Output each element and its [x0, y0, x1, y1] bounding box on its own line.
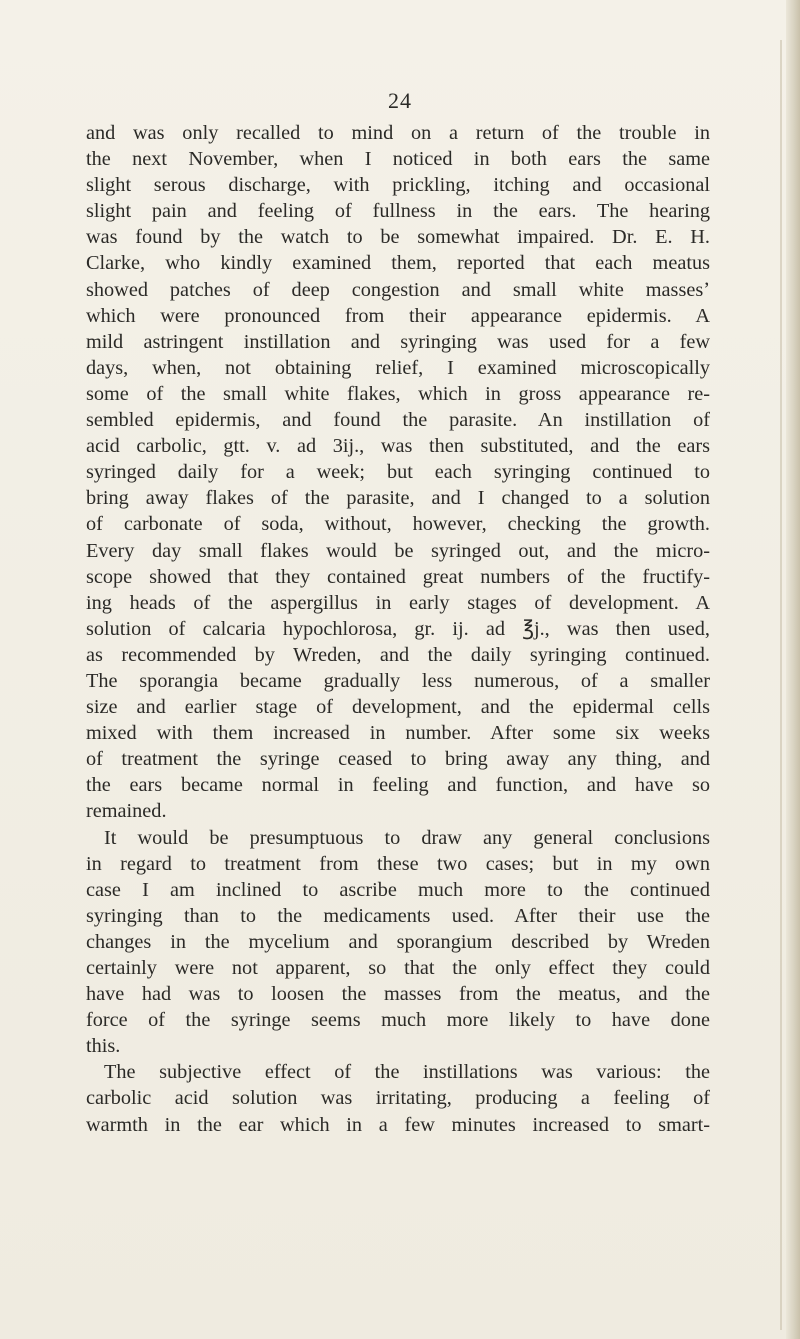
text-line: acid carbolic, gtt. v. ad 3ij., was then substituted, and the ears [86, 435, 710, 458]
text-line: mild astringent instillation and syringing was used for a few [86, 330, 710, 353]
text-line: sembled epidermis, and found the parasite. An instillation of [86, 409, 710, 432]
text-line: force of the syringe seems much more likely to have done [86, 1009, 710, 1032]
text-line: in regard to treatment from these two cases; but in my own [86, 852, 710, 875]
text-line: size and earlier stage of development, and the epidermal cells [86, 696, 710, 719]
text-line: solution of calcaria hypochlorosa, gr. ij. ad ℥j., was then used, [86, 617, 710, 640]
text-line: certainly were not apparent, so that the only effect they could [86, 957, 710, 979]
text-line: and was only recalled to mind on a return of the trouble in [86, 122, 710, 144]
text-line: this. [86, 1035, 121, 1058]
text-line: of treatment the syringe ceased to bring away any thing, and [86, 748, 710, 771]
page-edge-shadow [786, 0, 800, 1339]
text-line: days, when, not obtaining relief, I examined microscopically [86, 356, 710, 379]
text-line: the next November, when I noticed in both ears the same [86, 148, 710, 171]
text-line: syringing than to the medicaments used. After their use the [86, 904, 710, 927]
text-line: It would be presumptuous to draw any general conclusions [104, 826, 710, 849]
text-line: have had was to loosen the masses from the meatus, and the [86, 983, 710, 1006]
text-line: Every day small flakes would be syringed out, and the micro- [86, 539, 710, 562]
text-line: slight serous discharge, with prickling, itching and occasional [86, 174, 710, 197]
text-line: mixed with them increased in number. After some six weeks [86, 722, 710, 745]
text-line: syringed daily for a week; but each syringing continued to [86, 461, 710, 484]
text-line: scope showed that they contained great numbers of the fructify- [86, 565, 710, 588]
text-line: some of the small white flakes, which in gross appearance re- [86, 382, 710, 405]
text-line: as recommended by Wreden, and the daily syringing continued. [86, 643, 710, 666]
page-edge-rule [780, 40, 782, 1330]
text-line: The subjective effect of the instillations was various: the [104, 1061, 710, 1084]
text-line: warmth in the ear which in a few minutes increased to smart- [86, 1113, 710, 1136]
page-number: 24 [388, 88, 412, 113]
text-line: was found by the watch to be somewhat impaired. Dr. E. H. [86, 226, 710, 249]
text-line: changes in the mycelium and sporangium described by Wreden [86, 930, 710, 953]
body-text [86, 120, 710, 1138]
text-line: The sporangia became gradually less numerous, of a smaller [86, 669, 710, 692]
text-line: showed patches of deep congestion and small white massesʼ [86, 278, 710, 301]
text-line: Clarke, who kindly examined them, reported that each meatus [86, 252, 710, 275]
text-line: bring away flakes of the parasite, and I changed to a solution [86, 487, 710, 510]
text-line: slight pain and feeling of fullness in the ears. The hearing [86, 200, 710, 223]
text-line: which were pronounced from their appearance epidermis. A [86, 304, 710, 327]
text-line: the ears became normal in feeling and function, and have so [86, 774, 710, 797]
text-line: of carbonate of soda, without, however, checking the growth. [86, 513, 710, 536]
text-line: carbolic acid solution was irritating, producing a feeling of [86, 1087, 710, 1110]
text-line: case I am inclined to ascribe much more to the continued [86, 878, 710, 901]
text-line: remained. [86, 800, 167, 823]
text-line: ing heads of the aspergillus in early stages of development. A [86, 591, 710, 614]
